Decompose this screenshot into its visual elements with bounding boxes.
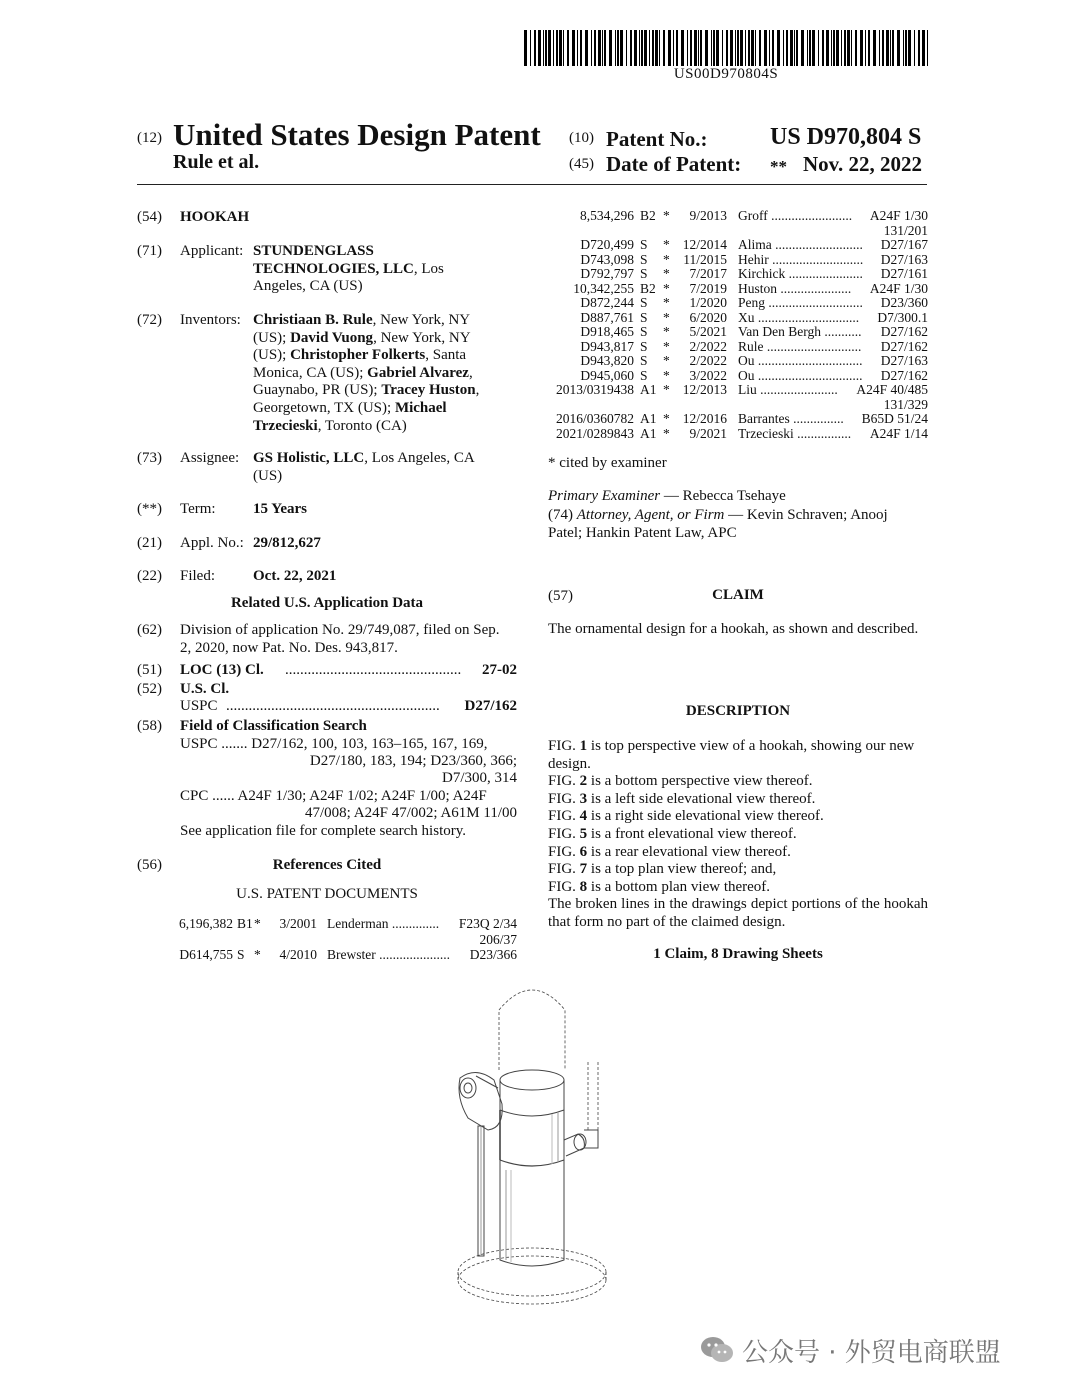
figure-description: FIG. 8 is a bottom plan view thereof.: [548, 878, 771, 895]
uspc-label: USPC: [180, 698, 218, 714]
attorney: (74) Attorney, Agent, or Firm — Kevin Schraven; Anooj Patel; Hankin Patent Law, APC: [548, 507, 888, 541]
code-54: (54): [137, 209, 162, 225]
applicant-value: STUNDENGLASS TECHNOLOGIES, LLC, Los Angeles, CA (US): [253, 243, 444, 295]
right-ref-star: *: [663, 411, 670, 426]
cited-by-examiner: * cited by examiner: [548, 455, 667, 471]
inventors-value: Christiaan B. Rule, New York, NY (US); David Vuong, New York, NY (US); Christopher Folkerts, Santa Monica, CA (US); Gabriel Alvarez, Guaynabo, PR (US); Tracey Huston, Georgetown, TX (US); Michael Trzecieski, Toronto (CA): [253, 312, 480, 434]
right-ref-class: A24F 1/14: [869, 425, 928, 441]
figure-description: FIG. 7 is a top plan view thereof; and,: [548, 861, 777, 878]
right-ref-kind: S: [640, 266, 648, 281]
right-ref-star: *: [663, 324, 670, 339]
wechat-icon: [700, 1335, 734, 1365]
barcode-number: US00D970804S: [673, 66, 779, 82]
right-ref-class: D27/162: [880, 338, 928, 354]
applicant-label: Applicant:: [180, 243, 244, 259]
related-data-title: Related U.S. Application Data: [230, 595, 424, 611]
code-56: (56): [137, 857, 162, 873]
loc-value: 27-02: [482, 662, 517, 678]
right-ref-date: 6/2020: [689, 309, 727, 325]
header-divider: [137, 184, 927, 185]
right-ref-date: 12/2014: [682, 237, 727, 252]
assignee-value: GS Holistic, LLC, Los Angeles, CA (US): [253, 450, 475, 484]
assignee-label: Assignee:: [180, 450, 240, 466]
right-ref-number: 8,534,296: [580, 208, 634, 223]
left-ref-name: Brewster .....................: [327, 947, 450, 962]
right-ref-name: Hehir ...........................: [738, 251, 864, 267]
right-ref-date: 11/2015: [683, 251, 727, 267]
right-ref-date: 1/2020: [689, 295, 727, 310]
right-ref-class: D27/162: [880, 367, 928, 383]
right-ref-class: A24F 1/30: [869, 280, 928, 296]
right-ref-class: D27/163: [880, 353, 928, 368]
primary-examiner: Primary Examiner — Rebecca Tsehaye: [548, 488, 786, 504]
patent-type-title: United States Design Patent: [173, 117, 541, 152]
uspc-dots: .........................................................: [226, 698, 440, 714]
right-ref-name: Ou ...............................: [738, 353, 863, 368]
right-ref-date: 5/2021: [689, 324, 727, 339]
right-ref-number: D943,817: [580, 338, 634, 354]
left-ref-number: D614,755: [179, 947, 233, 962]
right-ref-date: 3/2022: [689, 367, 727, 383]
uspc-search-3: D7/300, 314: [442, 770, 517, 786]
right-ref-star: *: [663, 266, 670, 281]
right-ref-star: *: [663, 338, 670, 354]
right-ref-date: 9/2013: [689, 208, 727, 223]
right-ref-star: *: [663, 425, 670, 441]
right-ref-kind: A1: [640, 411, 657, 426]
code-21: (21): [137, 535, 162, 551]
right-ref-class: D27/162: [880, 324, 928, 339]
right-ref-class: A24F 1/30: [869, 208, 928, 223]
description-title: DESCRIPTION: [685, 703, 791, 719]
left-ref-class: F23Q 2/34: [458, 916, 517, 931]
claims-summary: 1 Claim, 8 Drawing Sheets: [653, 946, 823, 962]
hookah-drawing: [448, 980, 638, 1320]
broken-lines-note: The broken lines in the drawings depict portions of the hookah that form no part of the claimed design.: [548, 896, 928, 930]
figure-description: design.: [548, 755, 591, 772]
right-ref-class-continued: 131/201: [883, 222, 928, 238]
patent-number: US D970,804 S: [770, 124, 922, 150]
figure-description: FIG. 2 is a bottom perspective view thereof.: [548, 773, 813, 790]
right-ref-kind: S: [640, 338, 648, 354]
code-72: (72): [137, 312, 162, 328]
watermark-text: 公众号 · 外贸电商联盟: [742, 1337, 1001, 1368]
right-ref-star: *: [663, 309, 670, 325]
right-ref-number: D720,499: [580, 237, 634, 252]
right-ref-star: *: [663, 280, 670, 296]
right-ref-star: *: [663, 251, 670, 267]
loc-label: LOC (13) Cl.: [180, 662, 264, 678]
code-73: (73): [137, 450, 162, 466]
right-ref-name: Alima ..........................: [738, 237, 863, 252]
appl-no-label: Appl. No.:: [180, 535, 244, 551]
search-note: See application file for complete search history.: [180, 823, 467, 839]
right-ref-star: *: [663, 237, 670, 252]
date-marker: **: [770, 157, 787, 176]
right-ref-number: D918,465: [580, 324, 634, 339]
right-ref-number: 2013/0319438: [555, 382, 634, 397]
cpc-search-1: CPC ...... A24F 1/30; A24F 1/02; A24F 1/00; A24F: [180, 788, 487, 804]
appl-no-value: 29/812,627: [253, 535, 321, 551]
left-ref-class-continued: 206/37: [479, 931, 517, 947]
right-ref-class: D23/360: [880, 295, 928, 310]
right-ref-date: 9/2021: [689, 425, 727, 441]
left-ref-kind: S: [237, 947, 245, 962]
left-ref-name: Lenderman ..............: [327, 916, 440, 931]
filed-value: Oct. 22, 2021: [253, 568, 337, 584]
right-ref-kind: S: [640, 367, 648, 383]
left-ref-date: 3/2001: [279, 916, 317, 931]
right-ref-star: *: [663, 353, 670, 368]
inventor-short: Rule et al.: [173, 151, 260, 173]
right-ref-number: D743,098: [580, 251, 634, 267]
right-ref-star: *: [663, 382, 670, 397]
right-ref-date: 12/2016: [682, 411, 727, 426]
patent-date: Nov. 22, 2022: [803, 152, 923, 176]
code-62: (62): [137, 622, 162, 638]
right-ref-number: D943,820: [580, 353, 634, 368]
right-ref-date: 7/2019: [689, 280, 727, 296]
right-ref-kind: S: [640, 237, 648, 252]
watermark: [700, 1330, 1060, 1370]
right-ref-number: 2016/0360782: [555, 411, 634, 426]
inventors-label: Inventors:: [180, 312, 241, 328]
left-ref-star: *: [254, 916, 261, 931]
right-ref-name: Huston .....................: [738, 280, 852, 296]
right-ref-number: 2021/0289843: [555, 425, 634, 441]
right-ref-date: 2/2022: [689, 338, 727, 354]
right-ref-name: Ou ...............................: [738, 367, 863, 383]
right-ref-number: D792,797: [580, 266, 634, 281]
uspc-search-2: D27/180, 183, 194; D23/360, 366;: [309, 753, 517, 769]
right-ref-star: *: [663, 208, 670, 223]
us-cl-label: U.S. Cl.: [180, 681, 230, 697]
right-ref-name: Van Den Bergh ...........: [738, 324, 862, 339]
figure-description: FIG. 4 is a right side elevational view thereof.: [548, 808, 824, 825]
figure-description: FIG. 5 is a front elevational view thereof.: [548, 826, 797, 842]
right-ref-name: Trzecieski ................: [738, 425, 852, 441]
right-ref-name: Xu ..............................: [738, 309, 860, 325]
right-ref-date: 2/2022: [689, 353, 727, 368]
right-ref-kind: B2: [640, 280, 656, 296]
left-ref-date: 4/2010: [279, 947, 317, 962]
right-ref-class-continued: 131/329: [883, 396, 928, 412]
figure-description: FIG. 3 is a left side elevational view thereof.: [548, 790, 816, 807]
division-text: Division of application No. 29/749,087, filed on Sep. 2, 2020, now Pat. No. Des. 943,817.: [180, 622, 500, 656]
right-ref-kind: S: [640, 324, 648, 339]
filed-label: Filed:: [180, 568, 216, 584]
right-ref-star: *: [663, 367, 670, 383]
figure-description: FIG. 6 is a rear elevational view thereof.: [548, 843, 791, 860]
right-ref-kind: A1: [640, 425, 657, 441]
left-ref-class: D23/366: [469, 947, 517, 962]
right-ref-date: 12/2013: [682, 382, 727, 397]
right-ref-class: D27/167: [880, 237, 928, 252]
right-ref-number: D872,244: [580, 295, 634, 310]
date-label: Date of Patent:: [606, 152, 742, 176]
term-label: Term:: [180, 501, 216, 517]
right-ref-name: Barrantes ...............: [738, 411, 844, 426]
patent-no-label: Patent No.:: [606, 127, 708, 151]
right-ref-kind: S: [640, 251, 648, 267]
right-ref-number: D945,060: [580, 367, 634, 383]
right-ref-class: A24F 40/485: [856, 382, 928, 397]
right-ref-kind: S: [640, 353, 648, 368]
us-docs-title: U.S. PATENT DOCUMENTS: [236, 886, 418, 902]
right-ref-class: D27/161: [880, 266, 928, 281]
left-ref-number: 6,196,382: [179, 916, 233, 931]
figure-description: FIG. 1 is top perspective view of a hookah, showing our new: [548, 738, 915, 754]
right-ref-name: Peng ............................: [738, 295, 863, 310]
barcode: [524, 30, 928, 66]
references-title: References Cited: [272, 857, 382, 873]
right-ref-kind: B2: [640, 208, 656, 223]
claim-text: The ornamental design for a hookah, as shown and described.: [548, 621, 919, 637]
cpc-search-2: 47/008; A24F 47/002; A61M 11/00: [305, 805, 517, 821]
uspc-value: D27/162: [464, 698, 517, 714]
right-ref-kind: A1: [640, 382, 657, 397]
code-45: (45): [569, 156, 594, 172]
code-term: (**): [137, 501, 162, 517]
field-search-label: Field of Classification Search: [180, 718, 367, 734]
code-10: (10): [569, 130, 594, 146]
left-ref-star: *: [254, 947, 261, 962]
loc-dots: ...............................................: [285, 662, 462, 678]
right-ref-star: *: [663, 295, 670, 310]
title-hookah: HOOKAH: [180, 209, 250, 225]
uspc-search-1: USPC ....... D27/162, 100, 103, 163–165, 167, 169,: [180, 736, 488, 752]
right-ref-name: Kirchick ......................: [738, 266, 863, 281]
code-71: (71): [137, 243, 162, 259]
right-ref-date: 7/2017: [689, 266, 727, 281]
right-ref-number: D887,761: [580, 309, 634, 325]
right-ref-class: D27/163: [880, 251, 928, 267]
term-value: 15 Years: [253, 501, 308, 517]
code-22: (22): [137, 568, 162, 584]
right-ref-number: 10,342,255: [573, 280, 634, 296]
code-12: (12): [137, 130, 162, 146]
claim-title: CLAIM: [712, 587, 764, 603]
code-58: (58): [137, 718, 162, 734]
code-52: (52): [137, 681, 162, 697]
code-51: (51): [137, 662, 162, 678]
code-57: (57): [548, 588, 573, 604]
right-ref-kind: S: [640, 309, 648, 325]
right-ref-name: Groff ........................: [738, 208, 853, 223]
left-ref-kind: B1: [237, 916, 253, 931]
right-ref-name: Rule ............................: [738, 338, 862, 354]
right-ref-class: B65D 51/24: [861, 411, 928, 426]
right-ref-name: Liu .......................: [738, 382, 838, 397]
right-ref-class: D7/300.1: [877, 309, 928, 325]
right-ref-kind: S: [640, 295, 648, 310]
